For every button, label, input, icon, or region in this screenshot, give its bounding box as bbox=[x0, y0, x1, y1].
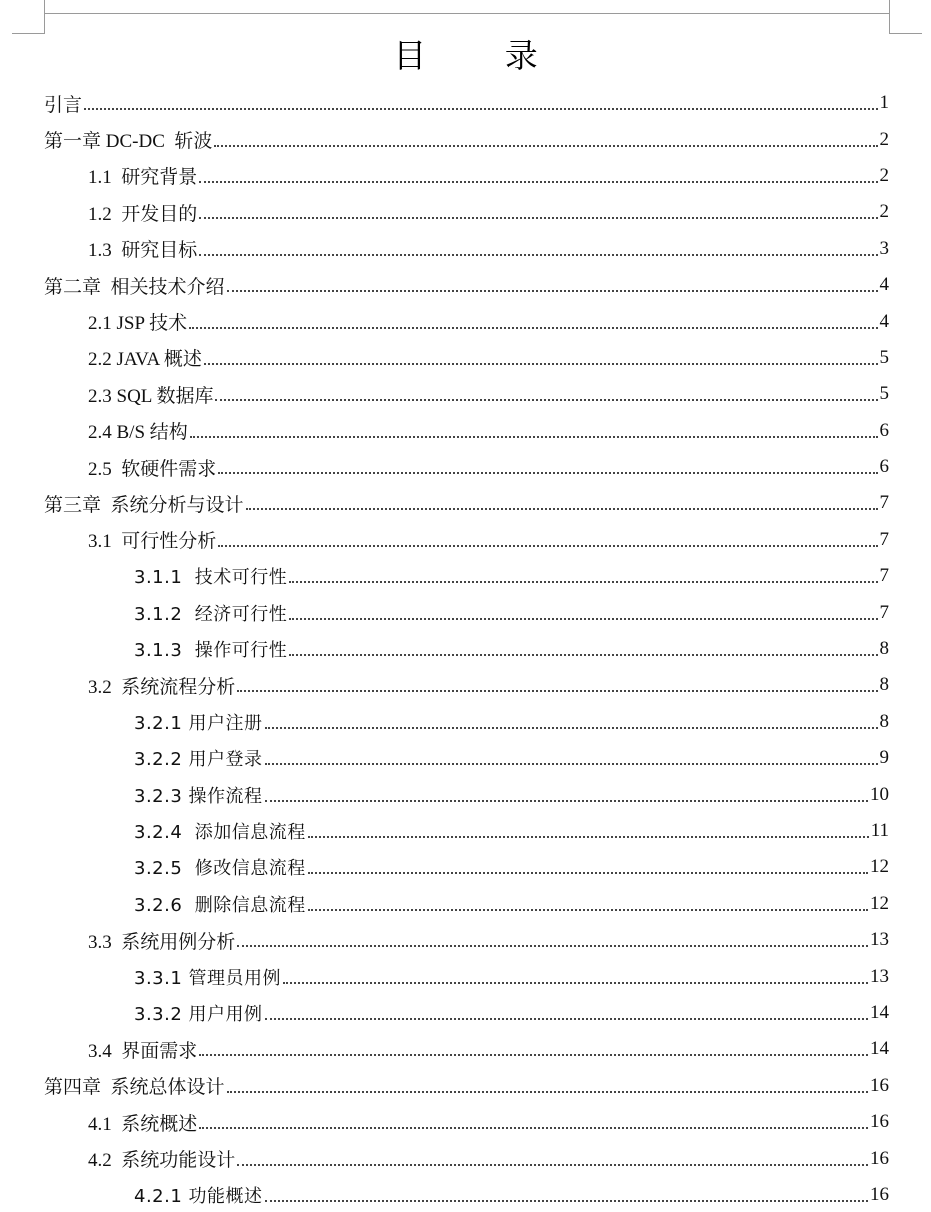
toc-page-number: 1 bbox=[879, 92, 889, 114]
toc-entry[interactable] bbox=[0, 812, 931, 848]
toc-page-number: 16 bbox=[870, 1074, 889, 1096]
toc-entry-title: 3.1 可行性分析 bbox=[88, 531, 217, 553]
toc-entry[interactable] bbox=[0, 1067, 931, 1103]
toc-entry-title: 3.3.2 用户用例 bbox=[134, 1003, 263, 1025]
toc-dot-leader bbox=[265, 800, 868, 802]
toc-entry-title: 2.2 JAVA 概述 bbox=[88, 349, 202, 371]
toc-page-number: 8 bbox=[879, 674, 889, 696]
toc-entry[interactable] bbox=[0, 230, 931, 266]
toc-entry[interactable] bbox=[0, 1030, 931, 1066]
toc-entry[interactable] bbox=[0, 885, 931, 921]
toc-dot-leader bbox=[218, 472, 877, 474]
toc-entry[interactable] bbox=[0, 921, 931, 957]
toc-dot-leader bbox=[308, 909, 868, 911]
toc-page-number: 4 bbox=[879, 274, 889, 296]
toc-dot-leader bbox=[199, 1054, 868, 1056]
toc-dot-leader bbox=[237, 1164, 868, 1166]
toc-entry-title: 3.3 系统用例分析 bbox=[88, 931, 236, 953]
toc-dot-leader bbox=[199, 254, 877, 256]
toc-page-number: 5 bbox=[879, 346, 889, 368]
toc-entry-title: 第四章 系统总体设计 bbox=[44, 1077, 225, 1099]
toc-page-number: 16 bbox=[870, 1111, 889, 1133]
crop-mark-right-vertical bbox=[889, 0, 890, 34]
toc-page-number: 2 bbox=[879, 201, 889, 223]
page-top-border bbox=[44, 13, 890, 14]
toc-entry-title: 第一章 DC-DC 斩波 bbox=[44, 131, 213, 153]
toc-entry[interactable] bbox=[0, 157, 931, 193]
toc-entry[interactable] bbox=[0, 703, 931, 739]
toc-page-number: 6 bbox=[879, 456, 889, 478]
toc-entry-title: 第二章 相关技术介绍 bbox=[44, 276, 225, 298]
toc-entry-title: 3.2.6 删除信息流程 bbox=[134, 894, 306, 916]
toc-entry[interactable] bbox=[0, 84, 931, 120]
toc-dot-leader bbox=[289, 654, 877, 656]
toc-dot-leader bbox=[204, 363, 878, 365]
toc-entry[interactable] bbox=[0, 593, 931, 629]
toc-entry[interactable] bbox=[0, 557, 931, 593]
toc-entry[interactable] bbox=[0, 957, 931, 993]
toc-list bbox=[0, 84, 931, 1212]
toc-dot-leader bbox=[289, 618, 877, 620]
toc-entry-title: 2.4 B/S 结构 bbox=[88, 422, 188, 444]
toc-entry[interactable] bbox=[0, 448, 931, 484]
toc-entry[interactable] bbox=[0, 302, 931, 338]
toc-page-number: 4 bbox=[879, 310, 889, 332]
toc-dot-leader bbox=[227, 290, 878, 292]
toc-entry-title: 2.3 SQL 数据库 bbox=[88, 385, 214, 407]
toc-page-number: 13 bbox=[870, 929, 889, 951]
toc-page-number: 2 bbox=[879, 128, 889, 150]
toc-entry[interactable] bbox=[0, 994, 931, 1030]
toc-dot-leader bbox=[189, 327, 877, 329]
toc-entry[interactable] bbox=[0, 739, 931, 775]
toc-page-number: 12 bbox=[870, 856, 889, 878]
toc-dot-leader bbox=[199, 217, 877, 219]
toc-dot-leader bbox=[215, 399, 877, 401]
toc-entry[interactable] bbox=[0, 120, 931, 156]
toc-entry[interactable] bbox=[0, 339, 931, 375]
toc-dot-leader bbox=[265, 1018, 868, 1020]
toc-entry-title: 3.1.1 技术可行性 bbox=[134, 567, 288, 589]
toc-entry[interactable] bbox=[0, 193, 931, 229]
toc-entry[interactable] bbox=[0, 1139, 931, 1175]
toc-entry-title: 3.3.1 管理员用例 bbox=[134, 967, 282, 989]
toc-dot-leader bbox=[308, 872, 868, 874]
toc-entry-title: 3.2.2 用户登录 bbox=[134, 749, 263, 771]
toc-entry[interactable] bbox=[0, 266, 931, 302]
toc-title: 目 录 bbox=[393, 36, 572, 75]
toc-page-number: 16 bbox=[870, 1147, 889, 1169]
toc-entry-title: 4.2.1 功能概述 bbox=[134, 1185, 263, 1207]
toc-entry-title: 1.1 研究背景 bbox=[88, 167, 198, 189]
crop-mark-left-vertical bbox=[44, 0, 45, 34]
toc-page-number: 10 bbox=[870, 783, 889, 805]
toc-entry-title: 2.5 软硬件需求 bbox=[88, 458, 217, 480]
toc-page-number: 5 bbox=[879, 383, 889, 405]
toc-entry[interactable] bbox=[0, 484, 931, 520]
toc-dot-leader bbox=[289, 581, 877, 583]
toc-page-number: 13 bbox=[870, 965, 889, 987]
toc-page-number: 8 bbox=[879, 710, 889, 732]
toc-page-number: 12 bbox=[870, 892, 889, 914]
toc-entry[interactable] bbox=[0, 1176, 931, 1212]
toc-page-number: 7 bbox=[879, 528, 889, 550]
toc-entry-title: 1.3 研究目标 bbox=[88, 240, 198, 262]
toc-page-number: 7 bbox=[879, 565, 889, 587]
toc-page-number: 14 bbox=[870, 1001, 889, 1023]
toc-dot-leader bbox=[237, 690, 877, 692]
toc-dot-leader bbox=[199, 1127, 868, 1129]
toc-page-number: 8 bbox=[879, 638, 889, 660]
toc-page-number: 7 bbox=[879, 601, 889, 623]
toc-dot-leader bbox=[190, 436, 878, 438]
toc-entry[interactable] bbox=[0, 1103, 931, 1139]
toc-entry[interactable] bbox=[0, 775, 931, 811]
toc-dot-leader bbox=[246, 508, 878, 510]
toc-dot-leader bbox=[214, 145, 877, 147]
toc-page-number: 14 bbox=[870, 1038, 889, 1060]
toc-dot-leader bbox=[227, 1091, 868, 1093]
toc-page-number: 2 bbox=[879, 164, 889, 186]
toc-page-number: 11 bbox=[870, 820, 889, 841]
toc-entry[interactable] bbox=[0, 412, 931, 448]
toc-page-number: 9 bbox=[879, 747, 889, 769]
toc-entry-title: 3.2 系统流程分析 bbox=[88, 676, 236, 698]
toc-entry[interactable] bbox=[0, 521, 931, 557]
toc-dot-leader bbox=[265, 727, 878, 729]
toc-dot-leader bbox=[308, 836, 869, 838]
toc-entry-title: 3.2.4 添加信息流程 bbox=[134, 822, 306, 843]
toc-entry-title: 第三章 系统分析与设计 bbox=[44, 494, 244, 516]
toc-page-number: 16 bbox=[870, 1183, 889, 1205]
toc-entry-title: 4.2 系统功能设计 bbox=[88, 1150, 236, 1172]
toc-entry[interactable] bbox=[0, 848, 931, 884]
toc-dot-leader bbox=[265, 1200, 868, 1202]
toc-page-number: 6 bbox=[879, 419, 889, 441]
toc-dot-leader bbox=[218, 545, 877, 547]
toc-page-number: 7 bbox=[879, 492, 889, 514]
toc-entry-title: 4.1 系统概述 bbox=[88, 1113, 198, 1135]
toc-page-number: 3 bbox=[879, 237, 889, 259]
toc-entry-title: 1.2 开发目的 bbox=[88, 203, 198, 225]
toc-entry[interactable] bbox=[0, 375, 931, 411]
toc-dot-leader bbox=[237, 945, 868, 947]
toc-dot-leader bbox=[84, 108, 877, 110]
toc-entry[interactable] bbox=[0, 666, 931, 702]
toc-entry-title: 2.1 JSP 技术 bbox=[88, 313, 188, 335]
toc-entry[interactable] bbox=[0, 630, 931, 666]
toc-entry-title: 3.2.1 用户注册 bbox=[134, 712, 263, 734]
toc-entry-title: 3.1.3 操作可行性 bbox=[134, 640, 288, 662]
toc-entry-title: 3.2.3 操作流程 bbox=[134, 785, 263, 807]
toc-dot-leader bbox=[199, 181, 877, 183]
toc-dot-leader bbox=[283, 982, 868, 984]
toc-entry-title: 3.2.5 修改信息流程 bbox=[134, 858, 306, 880]
toc-dot-leader bbox=[265, 763, 878, 765]
toc-entry-title: 3.1.2 经济可行性 bbox=[134, 603, 288, 625]
toc-entry-title: 3.4 界面需求 bbox=[88, 1040, 198, 1062]
toc-entry-title: 引言 bbox=[44, 94, 83, 116]
